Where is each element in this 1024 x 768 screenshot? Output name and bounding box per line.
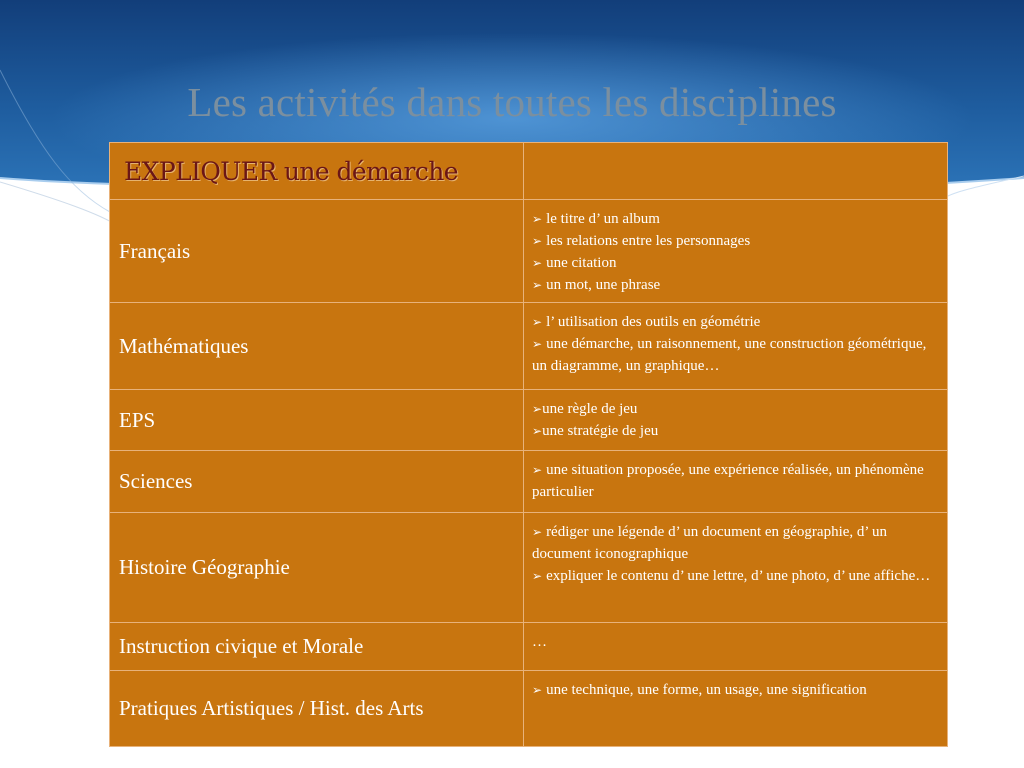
activities-cell <box>524 451 948 513</box>
table-row <box>110 200 948 303</box>
activities-cell <box>524 200 948 303</box>
activities-cell <box>524 303 948 390</box>
arrow-bullet-icon: ➢ <box>532 402 543 416</box>
table-row <box>110 671 948 747</box>
arrow-bullet-icon: ➢ <box>532 278 543 292</box>
subject-cell: Sciences <box>110 451 524 513</box>
activities-table <box>109 142 948 747</box>
subject-cell: Instruction civique et Morale <box>110 623 524 671</box>
list-item: ➢ le titre d’ un album <box>532 211 660 227</box>
arrow-bullet-icon: ➢ <box>532 424 543 438</box>
list-item: ➢une règle de jeu <box>532 401 638 417</box>
subject-cell: Histoire Géographie <box>110 513 524 623</box>
table-header-title: EXPLIQUER une démarche <box>110 143 524 200</box>
list-item: ➢ rédiger une légende d’ un document en géographie, d’ un document iconographique <box>532 524 888 562</box>
table-row <box>110 623 948 671</box>
arrow-bullet-icon: ➢ <box>532 315 543 329</box>
arrow-bullet-icon: ➢ <box>532 525 543 539</box>
arrow-bullet-icon: ➢ <box>532 212 543 226</box>
arrow-bullet-icon: ➢ <box>532 256 543 270</box>
list-item: ➢ expliquer le contenu d’ une lettre, d’ une photo, d’ une affiche… <box>532 568 931 584</box>
table-row <box>110 451 948 513</box>
subject-cell: EPS <box>110 390 524 451</box>
arrow-bullet-icon: ➢ <box>532 463 543 477</box>
activities-cell <box>524 671 948 747</box>
subject-cell: Mathématiques <box>110 303 524 390</box>
subject-cell: Français <box>110 200 524 303</box>
arrow-bullet-icon: ➢ <box>532 569 543 583</box>
table-row <box>110 513 948 623</box>
list-item: … <box>532 634 547 650</box>
table-row <box>110 303 948 390</box>
activities-cell <box>524 390 948 451</box>
list-item: ➢ un mot, une phrase <box>532 277 661 293</box>
arrow-bullet-icon: ➢ <box>532 234 543 248</box>
arrow-bullet-icon: ➢ <box>532 683 543 697</box>
list-item: ➢une stratégie de jeu <box>532 423 659 439</box>
activities-cell <box>524 513 948 623</box>
list-item: ➢ une situation proposée, une expérience réalisée, un phénomène particulier <box>532 462 924 500</box>
activities-cell <box>524 623 948 671</box>
list-item: ➢ une citation <box>532 255 617 271</box>
list-item: ➢ une démarche, un raisonnement, une construction géométrique, un diagramme, un graphique… <box>532 336 927 374</box>
subject-cell: Pratiques Artistiques / Hist. des Arts <box>110 671 524 747</box>
list-item: ➢ les relations entre les personnages <box>532 233 751 249</box>
list-item: ➢ l’ utilisation des outils en géométrie <box>532 314 761 330</box>
list-item: ➢ une technique, une forme, un usage, une signification <box>532 682 867 698</box>
table-row <box>110 390 948 451</box>
table-header-empty <box>524 143 948 200</box>
table-header-row <box>110 143 948 200</box>
arrow-bullet-icon: ➢ <box>532 337 543 351</box>
slide-title: Les activités dans toutes les disciplines <box>187 79 837 125</box>
